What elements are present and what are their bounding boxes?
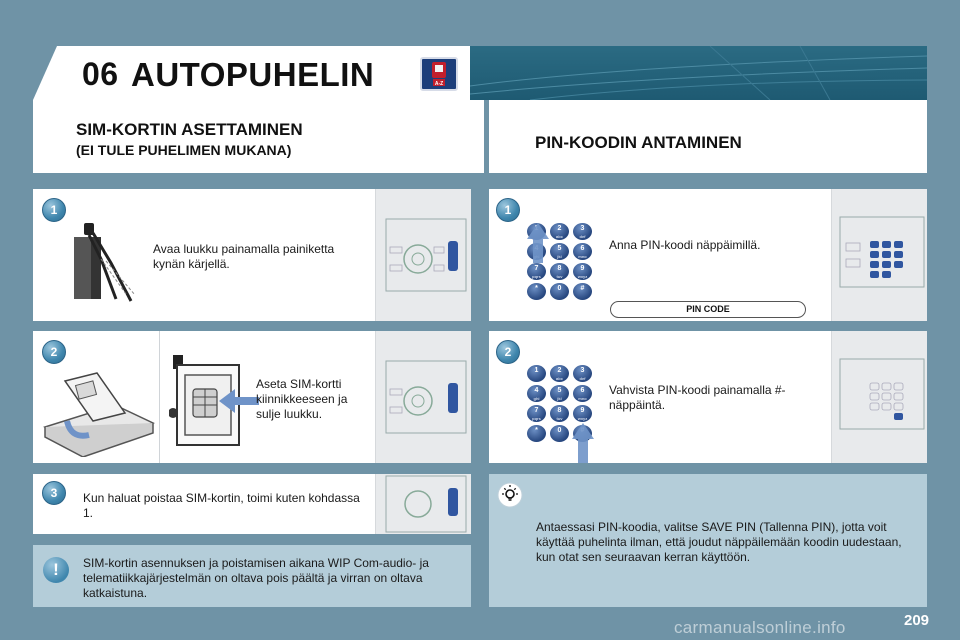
page-number: 209 [904, 612, 930, 629]
left-step-3-panel [33, 474, 471, 534]
keypad-key[interactable]: 7 pqrs [527, 263, 546, 280]
keypad-key[interactable]: 7 pqrs [527, 405, 546, 422]
pen-press-illustration [71, 219, 161, 314]
keypad-key[interactable]: 1 [527, 365, 546, 382]
tip-panel [489, 474, 927, 607]
left-step-1-text: Avaa luukku painamalla painiketta kynän kärjellä. [153, 242, 335, 271]
radio-unit-thumbnail [375, 474, 471, 534]
exclamation-icon: ! [43, 557, 69, 583]
keypad-key[interactable]: 9 wxyz [573, 263, 592, 280]
right-section-title: PIN-KOODIN ANTAMINEN [535, 133, 742, 152]
keypad-key[interactable]: 6 mno [573, 385, 592, 402]
step-badge: 1 [42, 198, 66, 222]
left-section-title: SIM-KORTIN ASETTAMINEN [76, 120, 303, 139]
keypad-key[interactable]: 3 def [573, 365, 592, 382]
arrow-up-icon [527, 223, 549, 263]
step-badge: 3 [42, 481, 66, 505]
step-badge: 1 [496, 198, 520, 222]
keypad-key[interactable]: 3 def [573, 223, 592, 240]
arrow-left-icon [219, 389, 259, 413]
arrow-up-icon [572, 423, 594, 463]
left-step-3-text: Kun haluat poistaa SIM-kortin, toimi kuten kohdassa 1. [83, 491, 360, 520]
chapter-number: 06 [82, 56, 119, 92]
keypad-key[interactable]: 0 [550, 425, 569, 442]
keypad-key[interactable]: # [573, 283, 592, 300]
right-step-1-text: Anna PIN-koodi näppäimillä. [609, 238, 761, 252]
keypad-key[interactable]: 5 jkl [550, 385, 569, 402]
left-section-subtitle: (EI TULE PUHELIMEN MUKANA) [76, 142, 292, 158]
right-section-header [489, 100, 927, 173]
a-z-index-icon[interactable] [420, 57, 458, 91]
keypad-key[interactable]: 2 abc [550, 365, 569, 382]
keypad-key[interactable]: 6 mno [573, 243, 592, 260]
step-badge: 2 [496, 340, 520, 364]
road-lines-graphic [470, 46, 927, 100]
right-step-2-panel [489, 331, 927, 463]
tip-text: Antaessasi PIN-koodia, valitse SAVE PIN (Tallenna PIN), jotta voit käyttää puhelinta ilman, että joudut näppäilemään koodin uudestaan, kun otat sen seuraavan kerran käyttöön. [536, 520, 902, 564]
radio-unit-thumbnail [375, 331, 471, 463]
keypad-key[interactable]: 5 jkl [550, 243, 569, 260]
index-icon-label: A-Z [434, 81, 444, 87]
keypad-key[interactable]: 8 tuv [550, 405, 569, 422]
keypad-key[interactable]: 0 [550, 283, 569, 300]
chapter-title: AUTOPUHELIN [131, 56, 375, 93]
right-step-2-text: Vahvista PIN-koodi painamalla #-näppäintä. [609, 383, 786, 412]
sim-tray-illustration [37, 369, 157, 457]
radio-unit-thumbnail [375, 189, 471, 321]
step-badge: 2 [42, 340, 66, 364]
left-step-2-panel [33, 331, 471, 463]
warning-panel [33, 545, 471, 607]
left-step-2-text: Aseta SIM-kortti kiinnikkeeseen ja sulje luukku. [256, 377, 348, 421]
phone-unit-thumbnail [831, 189, 927, 321]
keypad-key[interactable]: 8 tuv [550, 263, 569, 280]
keypad-key[interactable]: 9 wxyz [573, 405, 592, 422]
left-step-1-panel [33, 189, 471, 321]
keypad-key[interactable]: 2 abc [550, 223, 569, 240]
divider [159, 331, 160, 463]
header-decoration [470, 46, 927, 100]
lightbulb-icon [497, 482, 523, 508]
left-section-header [33, 100, 484, 173]
watermark: carmanualsonline.info [674, 618, 846, 637]
keypad-key[interactable]: * [527, 425, 546, 442]
pin-code-display: PIN CODE [610, 301, 806, 318]
phone-unit-thumbnail [831, 331, 927, 463]
warning-text: SIM-kortin asennuksen ja poistamisen aikana WIP Com-audio- ja telematiikkajärjestelmän on oltava pois päältä ja virran on oltava katkaistuna. [83, 556, 429, 600]
keypad-key[interactable]: 4 ghi [527, 385, 546, 402]
keypad-key[interactable]: * [527, 283, 546, 300]
